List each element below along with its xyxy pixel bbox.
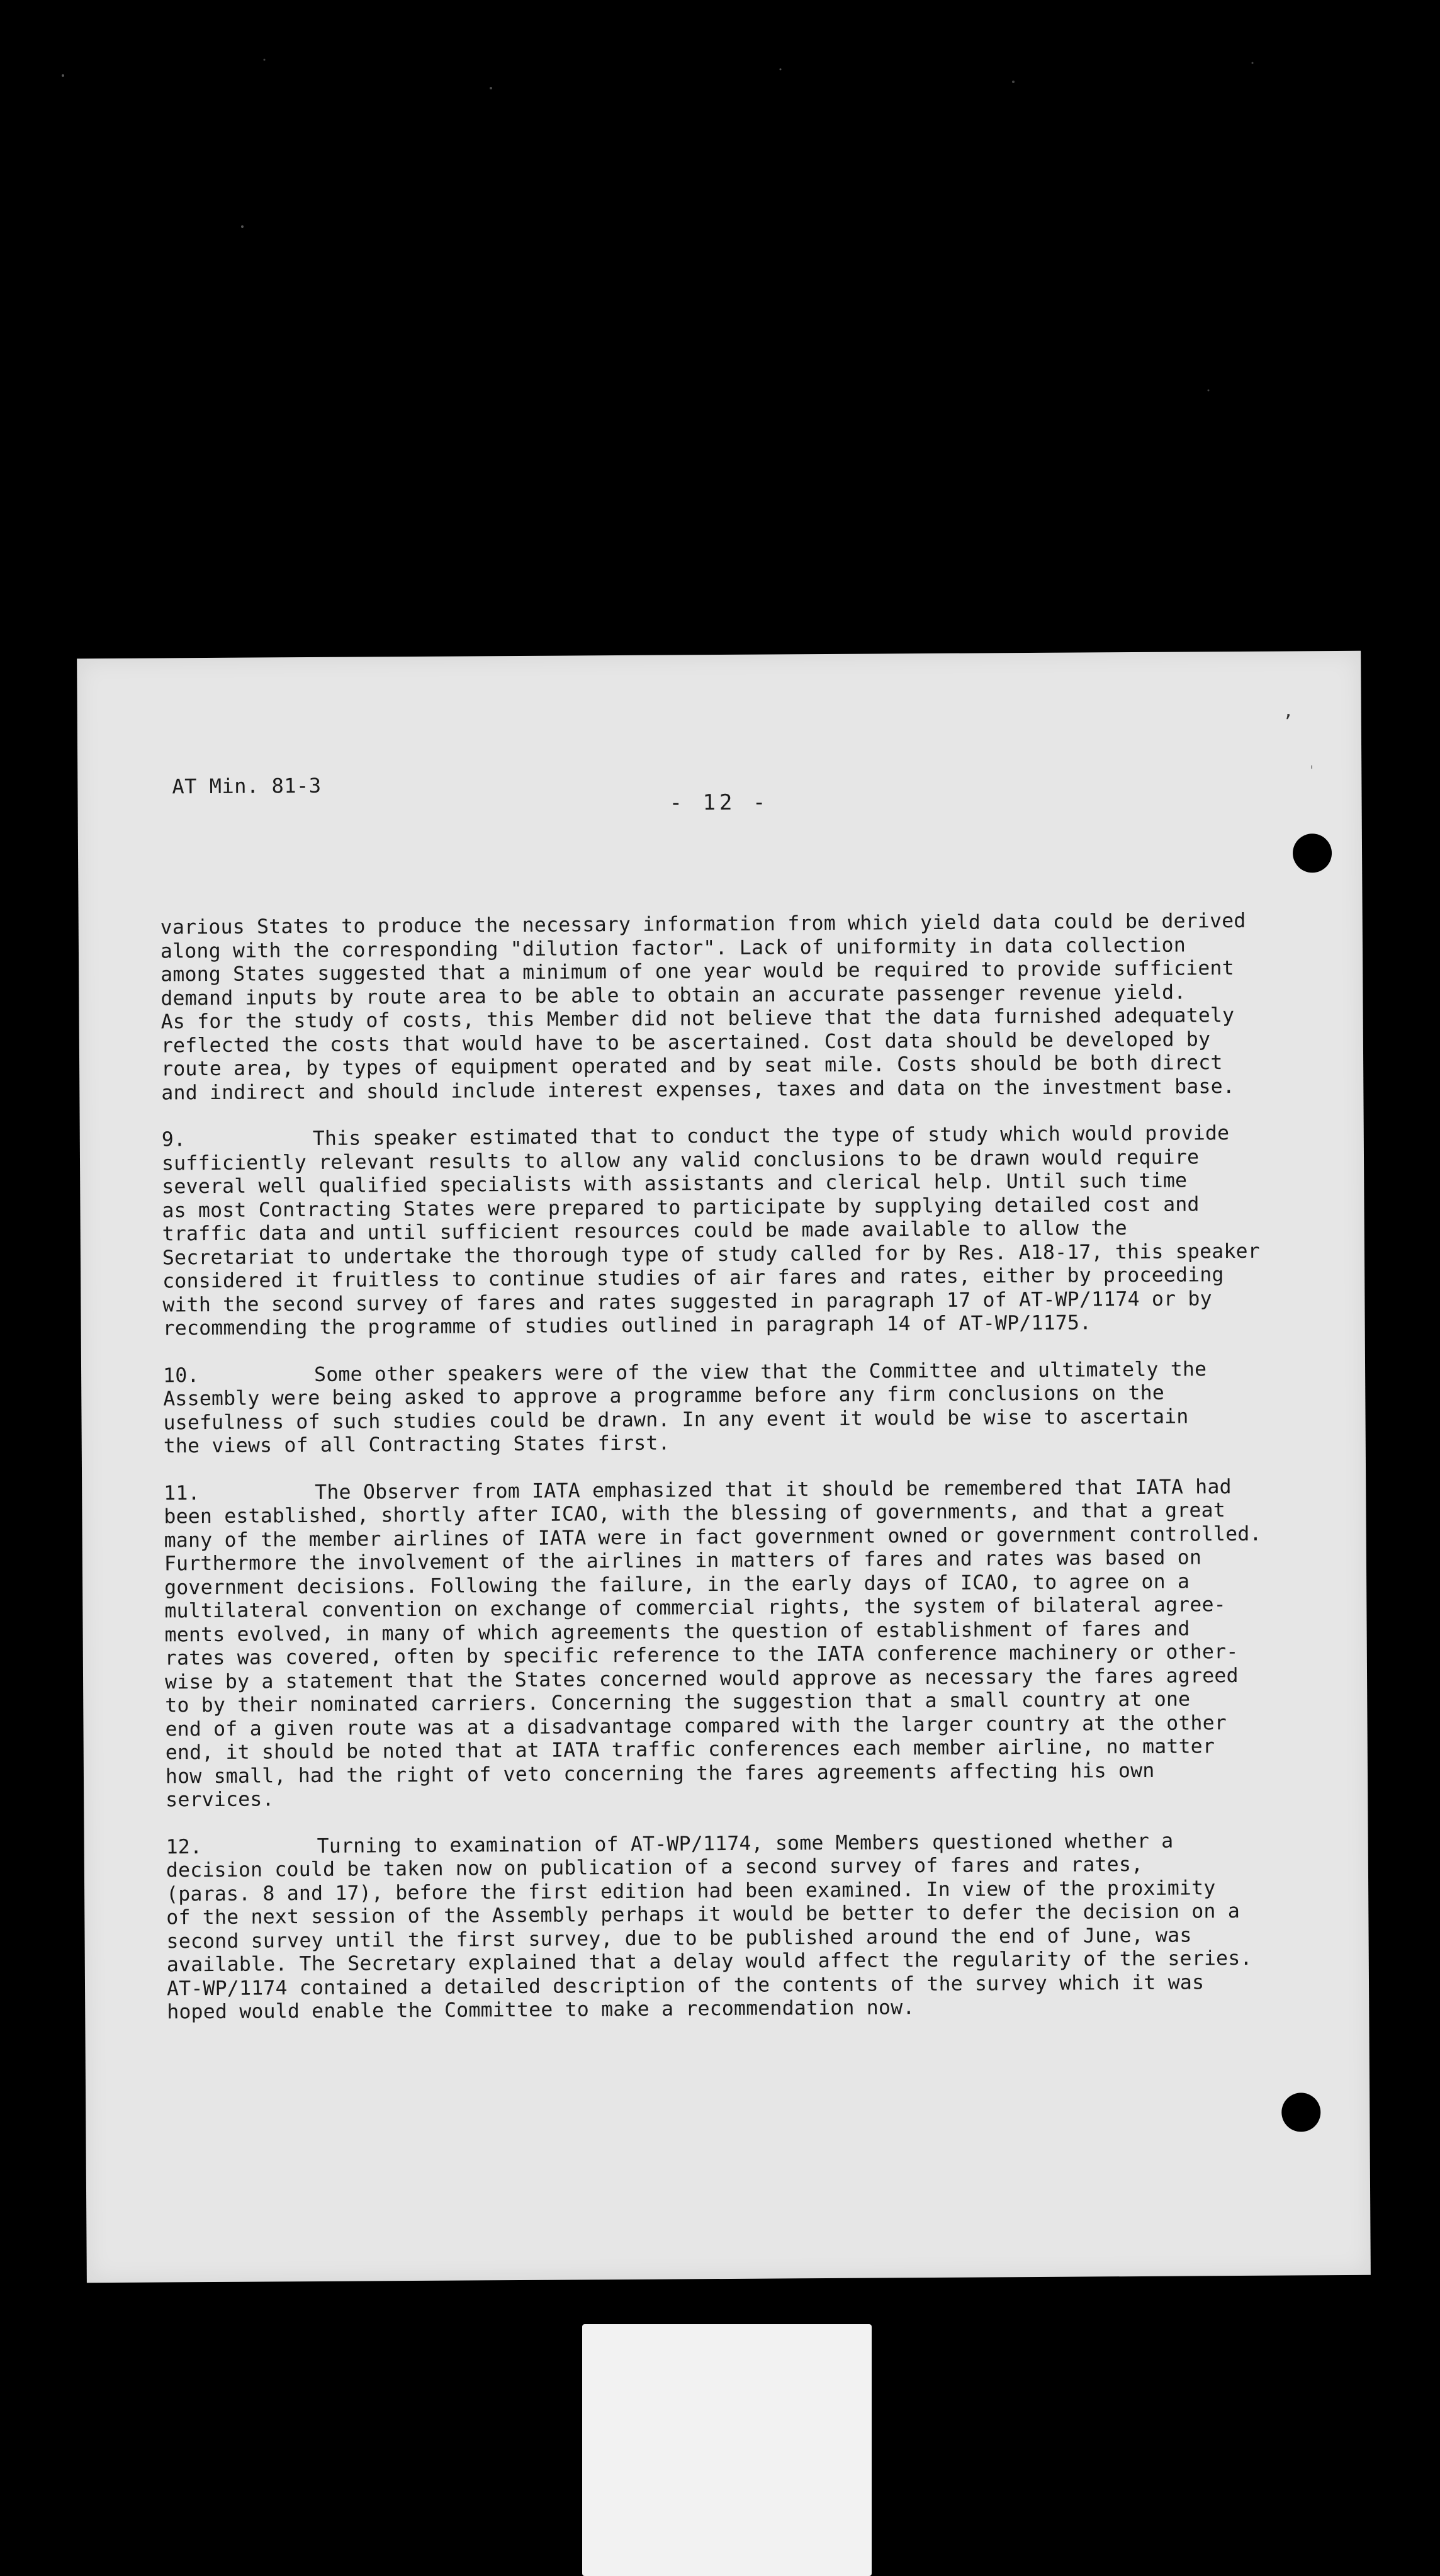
document-body — [160, 909, 1325, 2048]
punch-hole — [1281, 2093, 1320, 2132]
scan-background-noise — [0, 0, 1440, 655]
paragraph-number: 12. — [166, 1835, 203, 1858]
paragraph-number: 10. — [162, 1364, 200, 1387]
page-number: - 12 - — [669, 789, 770, 816]
tick-mark: ˌ — [1308, 755, 1316, 771]
paragraph-number: 11. — [164, 1481, 200, 1505]
paragraph-10 — [163, 1357, 1322, 1459]
punch-hole — [1293, 833, 1332, 873]
calibration-card — [582, 2324, 872, 2576]
paragraph-text: Turning to examination of AT-WP/1174, some Members questioned whether a decision could be taken now on publication of a second survey of fares and rates, (paras. 8 and 17), before the first edition had been examined. In view of the proximity of the next session of the Assembly perhaps it would be better to defer the decision on a second survey until the first survey, due to be published around the end of June, was available. The Secretary explained that a delay would affect the regularity of the series. AT-WP/1174 contained a detailed description of the contents of the survey which it was hoped would enable the Committee to make a recommendation now. — [166, 1829, 1252, 2024]
paragraph-number: 9. — [161, 1128, 186, 1151]
paragraph-9 — [162, 1121, 1321, 1341]
paragraph-12 — [166, 1829, 1325, 2025]
document-reference: AT Min. 81-3 — [172, 773, 322, 799]
document-page — [77, 651, 1371, 2283]
paragraph-continuation — [160, 909, 1320, 1105]
paragraph-text: Some other speakers were of the view that the Committee and ultimately the Assembly were being asked to approve a programme before any firm conclusions on the usefulness of such studies could be drawn. In any event it would be wise to ascertain the views of all Contracting States first. — [163, 1357, 1207, 1458]
paragraph-11 — [164, 1475, 1324, 1812]
tick-mark: ’ — [1282, 711, 1293, 732]
paragraph-text: This speaker estimated that to conduct the type of study which would provide sufficiently relevant results to allow any valid conclusions to be drawn would require several well qualified specialists with assistants and clerical help. Until such time as most Contracting States were prepared to participate by supplying detailed cost and traffic data and until sufficient resources could be made available to allow the Secretariat to undertake the thorough type of study called for by Res. A18-17, this speaker considered it fruitless to continue studies of air fares and rates, either by proceeding with the second survey of fares and rates suggested in paragraph 17 of AT-WP/1174 or by recommending the programme of studies outlined in paragraph 14 of AT-WP/1175. — [161, 1122, 1261, 1340]
paragraph-text: The Observer from IATA emphasized that it should be remembered that IATA had been established, shortly after ICAO, with the blessing of governments, and that a great many of the member airlines of IATA were in fact government owned or government controlled. Furthermore the involvement of the airlines in matters of fares and rates was based on government decisions. Following the failure, in the early days of ICAO, to agree on a multilateral convention on exchange of commercial rights, the system of bilateral agree- ments evolved, in many of which agreements the question of establishment of fares and rates was covered, often by specific reference to the IATA conference machinery or other- wise by a statement that the States concerned would approve as necessary the fares agreed to by their nominated carriers. Concerning the suggestion that a small country at one end of a given route was at a disadvantage compared with the larger country at the other end, it should be noted that at IATA traffic conferences each member airline, no matter how small, had the right of veto concerning the fares agreements affecting his own services. — [164, 1475, 1262, 1812]
paragraph-text: various States to produce the necessary information from which yield data could be derived along with the corresponding "dilution factor". Lack of uniformity in data collection among States suggested that a minimum of one year would be required to provide sufficient demand inputs by route area to be able to obtain an accurate passenger revenue yield. As for the study of costs, this Member did not believe that the data furnished adequately reflected the costs that would have to be ascertained. Cost data should be developed by route area, by types of equipment operated and by seat mile. Costs should be both direct and indirect and should include interest expenses, taxes and data on the investment base. — [160, 909, 1246, 1104]
